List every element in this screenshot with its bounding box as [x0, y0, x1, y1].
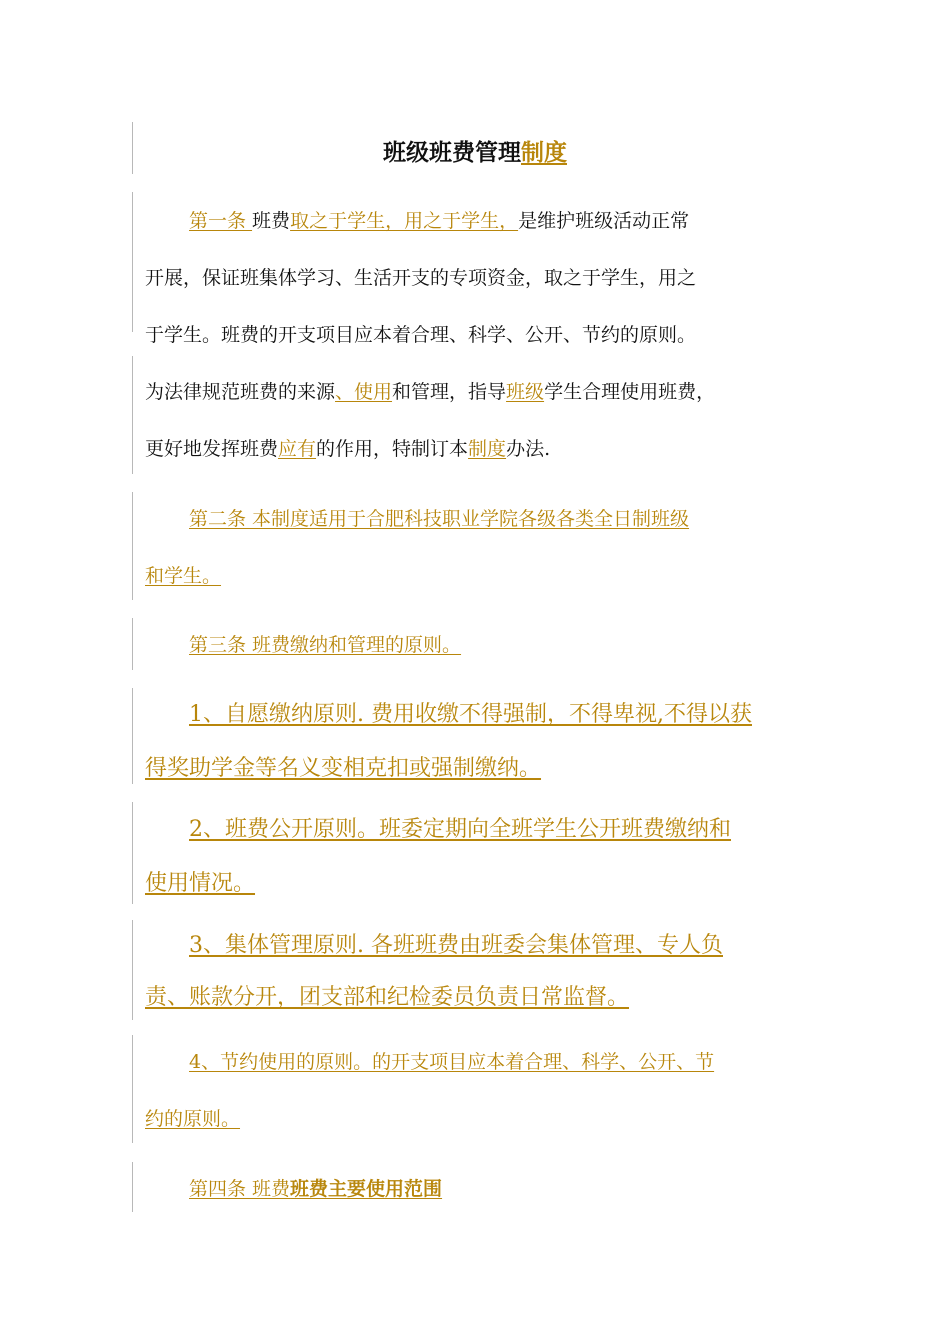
principle-1: [145, 688, 815, 796]
revision-bar: [132, 920, 133, 1020]
principle-1-line-1: [145, 688, 815, 742]
article-1-line-4: [145, 364, 815, 421]
revision-bar: [132, 192, 133, 332]
link-text[interactable]: 取之于学生，用之于学生，: [290, 210, 519, 232]
article-2: [145, 491, 815, 605]
principle-3-line-2: [145, 972, 815, 1024]
article-2-line-2: [145, 548, 815, 605]
revision-bar: [132, 688, 133, 784]
revision-bar: [132, 618, 133, 670]
article-1-line-5: [145, 421, 815, 478]
principle-4-line-1: [145, 1034, 815, 1091]
revision-bar: [132, 802, 133, 904]
link-text[interactable]: 和学生。: [145, 565, 222, 587]
principle-4: [145, 1034, 815, 1148]
link-text-bold[interactable]: 班费主要使用范围: [290, 1178, 443, 1200]
text-run: 和管理，指导: [392, 381, 507, 403]
revision-bar: [132, 1035, 133, 1143]
article-1-label[interactable]: 第一条: [189, 210, 253, 232]
title-text: 班级班费管理: [383, 139, 521, 166]
principle-1-line-2: [145, 742, 815, 796]
link-text[interactable]: 2、班费公开原则。班委定期向全班学生公开班费缴纳和: [189, 817, 731, 842]
article-4: [145, 1161, 815, 1218]
link-text[interactable]: 4、节约使用的原则。的开支项目应本着合理、科学、公开、节: [189, 1051, 715, 1073]
revision-bar: [132, 1162, 133, 1212]
link-text[interactable]: 班级: [506, 381, 545, 403]
text-run: 是维护班级活动正常: [518, 210, 690, 232]
link-text[interactable]: 应有: [278, 438, 317, 460]
link-text[interactable]: 第四条 班费: [189, 1178, 291, 1200]
revision-bar: [132, 492, 133, 600]
link-text[interactable]: 得奖助学金等名义变相克扣或强制缴纳。: [145, 756, 542, 781]
principle-3-line-1: [145, 920, 815, 972]
article-1-line-1: [145, 193, 815, 250]
text-run: 学生合理使用班费，: [544, 381, 716, 403]
article-3: [145, 617, 815, 674]
text-run: 办法.: [506, 438, 551, 460]
article-1-line-3: 于学生。班费的开支项目应本着合理、科学、公开、节约的原则。: [145, 324, 697, 346]
link-text[interactable]: 使用情况。: [145, 871, 256, 896]
link-text[interactable]: 第三条 班费缴纳和管理的原则。: [189, 634, 462, 656]
article-2-line-1: [145, 491, 815, 548]
principle-3: [145, 920, 815, 1024]
text-run: 更好地发挥班费: [145, 438, 279, 460]
article-4-line-1: [145, 1161, 815, 1218]
link-text[interactable]: 3、集体管理原则. 各班班费由班委会集体管理、专人负: [189, 933, 723, 958]
article-1: [145, 193, 815, 478]
text-run: 班费: [252, 210, 291, 232]
article-3-line-1: [145, 617, 815, 674]
link-text[interactable]: 责、账款分开，团支部和纪检委员负责日常监督。: [145, 985, 630, 1010]
revision-bar: [132, 356, 133, 474]
link-text[interactable]: 制度: [468, 438, 507, 460]
principle-2-line-1: [145, 803, 815, 857]
principle-2-line-2: [145, 857, 815, 911]
article-1-line-2: 开展，保证班集体学习、生活开支的专项资金，取之于学生，用之: [145, 267, 697, 289]
link-text[interactable]: 、使用: [335, 381, 393, 403]
principle-2: [145, 803, 815, 911]
link-text[interactable]: 约的原则。: [145, 1108, 241, 1130]
title-link[interactable]: 制度: [521, 139, 567, 166]
link-text[interactable]: 第二条 本制度适用于合肥科技职业学院各级各类全日制班级: [189, 508, 690, 530]
principle-4-line-2: [145, 1091, 815, 1148]
page-title: [0, 136, 950, 170]
link-text[interactable]: 1、自愿缴纳原则. 费用收缴不得强制，不得卑视,不得以获: [189, 702, 752, 727]
text-run: 为法律规范班费的来源: [145, 381, 336, 403]
text-run: 的作用，特制订本: [316, 438, 469, 460]
